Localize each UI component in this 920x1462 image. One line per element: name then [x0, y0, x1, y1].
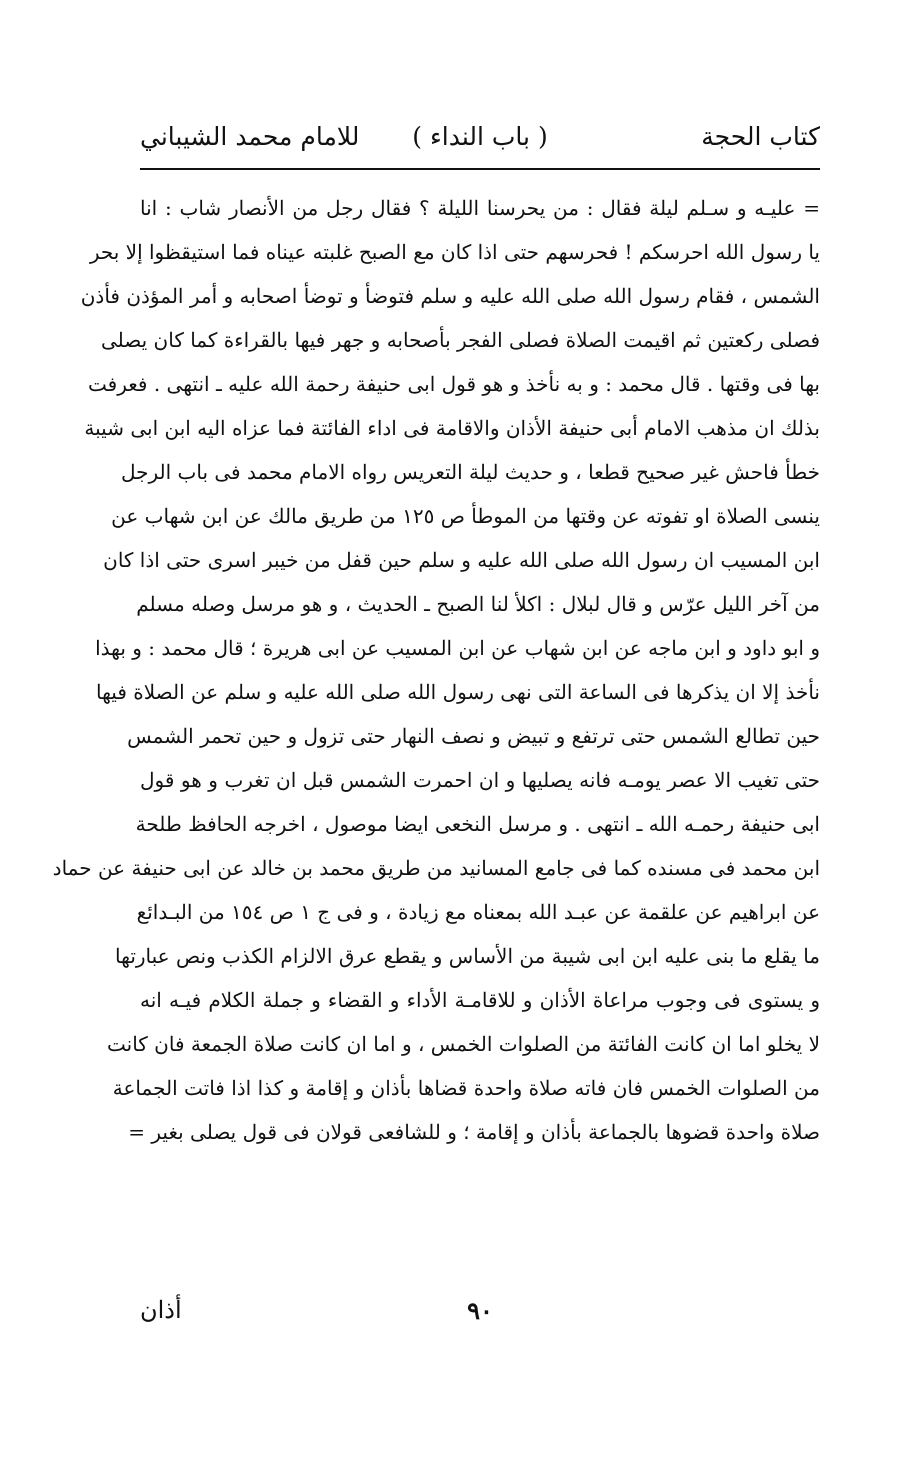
text-line: بها فى وقتها . قال محمد : و به نأخذ و هو قول ابى حنيفة رحمة الله عليه ـ انتهى . فعرفت: [88, 372, 820, 396]
header-book-title: كتاب الحجة: [701, 122, 820, 151]
text-line: و ابو داود و ابن ماجه عن ابن شهاب عن ابن المسيب عن ابى هريرة ؛ قال محمد : و بهذا: [95, 636, 820, 660]
text-line: و يستوى فى وجوب مراعاة الأذان و للاقامـة الأداء و القضاء و جملة الكلام فيـه انه: [140, 988, 820, 1012]
header-rule: [140, 168, 820, 170]
text-line: يا رسول الله احرسكم ! فحرسهم حتى اذا كان مع الصبح غلبته عيناه فما استيقظوا إلا بحر: [89, 240, 820, 264]
text-line: ينسى الصلاة او تفوته عن وقتها من الموطأ ص ١٢٥ من طريق مالك عن ابن شهاب عن: [111, 504, 820, 528]
page-footer: [140, 1296, 820, 1336]
text-line: الشمس ، فقام رسول الله صلى الله عليه و سلم فتوضأ و توضأ اصحابه و أمر المؤذن فأذن: [80, 284, 820, 308]
text-line: ابن المسيب ان رسول الله صلى الله عليه و سلم حين قفل من خيبر اسرى حتى اذا كان: [103, 548, 820, 572]
catchword: أذان: [140, 1296, 182, 1324]
text-line: من آخر الليل عرّس و قال لبلال : اكلأ لنا الصبح ـ الحديث ، و هو مرسل وصله مسلم: [136, 592, 820, 616]
header-author: للامام محمد الشيباني: [140, 122, 360, 151]
text-line: من الصلوات الخمس فان فاته صلاة واحدة قضاها بأذان و إقامة و كذا اذا فاتت الجماعة: [112, 1076, 820, 1100]
page-number: ٩٠: [467, 1296, 493, 1325]
text-line: حين تطالع الشمس حتى ترتفع و تبيض و نصف النهار حتى تزول و حين تحمر الشمس: [127, 724, 820, 748]
text-line: لا يخلو اما ان كانت الفائتة من الصلوات الخمس ، و اما ان كانت صلاة الجمعة فان كانت: [106, 1032, 820, 1056]
text-line: خطأ فاحش غير صحيح قطعا ، و حديث ليلة التعريس رواه الامام محمد فى باب الرجل: [120, 460, 820, 484]
text-line: ابى حنيفة رحمـه الله ـ انتهى . و مرسل النخعى ايضا موصول ، اخرجه الحافظ طلحة: [135, 812, 820, 836]
body-text: [52, 186, 820, 1154]
text-line: صلاة واحدة قضوها بالجماعة بأذان و إقامة ؛ و للشافعى قولان فى قول يصلى بغير =: [128, 1120, 820, 1144]
text-line: نأخذ إلا ان يذكرها فى الساعة التى نهى رسول الله صلى الله عليه و سلم عن الصلاة فيها: [95, 680, 820, 704]
text-line: فصلى ركعتين ثم اقيمت الصلاة فصلى الفجر بأصحابه و جهر فيها بالقراءة كما كان يصلى: [100, 328, 820, 352]
text-line: عن ابراهيم عن علقمة عن عبـد الله بمعناه مع زيادة ، و فى ج ١ ص ١٥٤ من البـدائع: [136, 900, 820, 924]
text-line: بذلك ان مذهب الامام أبى حنيفة الأذان والاقامة فى اداء الفائتة فما عزاه اليه ابن ابى شيبة: [84, 416, 820, 440]
header-chapter-title: ( باب النداء ): [412, 122, 548, 151]
text-line: حتى تغيب الا عصر يومـه فانه يصليها و ان احمرت الشمس قبل ان تغرب و هو قول: [140, 768, 820, 792]
text-line: ابن محمد فى مسنده كما فى جامع المسانيد من طريق محمد بن خالد عن ابى حنيفة عن حماد: [52, 856, 820, 880]
running-header: [140, 122, 820, 162]
text-line: ما يقلع ما بنى عليه ابن ابى شيبة من الأساس و يقطع عرق الالزام الكذب ونص عبارتها: [115, 944, 820, 968]
text-line: = عليـه و سـلم ليلة فقال : من يحرسنا الليلة ؟ فقال رجل من الأنصار شاب : انا: [140, 196, 820, 220]
